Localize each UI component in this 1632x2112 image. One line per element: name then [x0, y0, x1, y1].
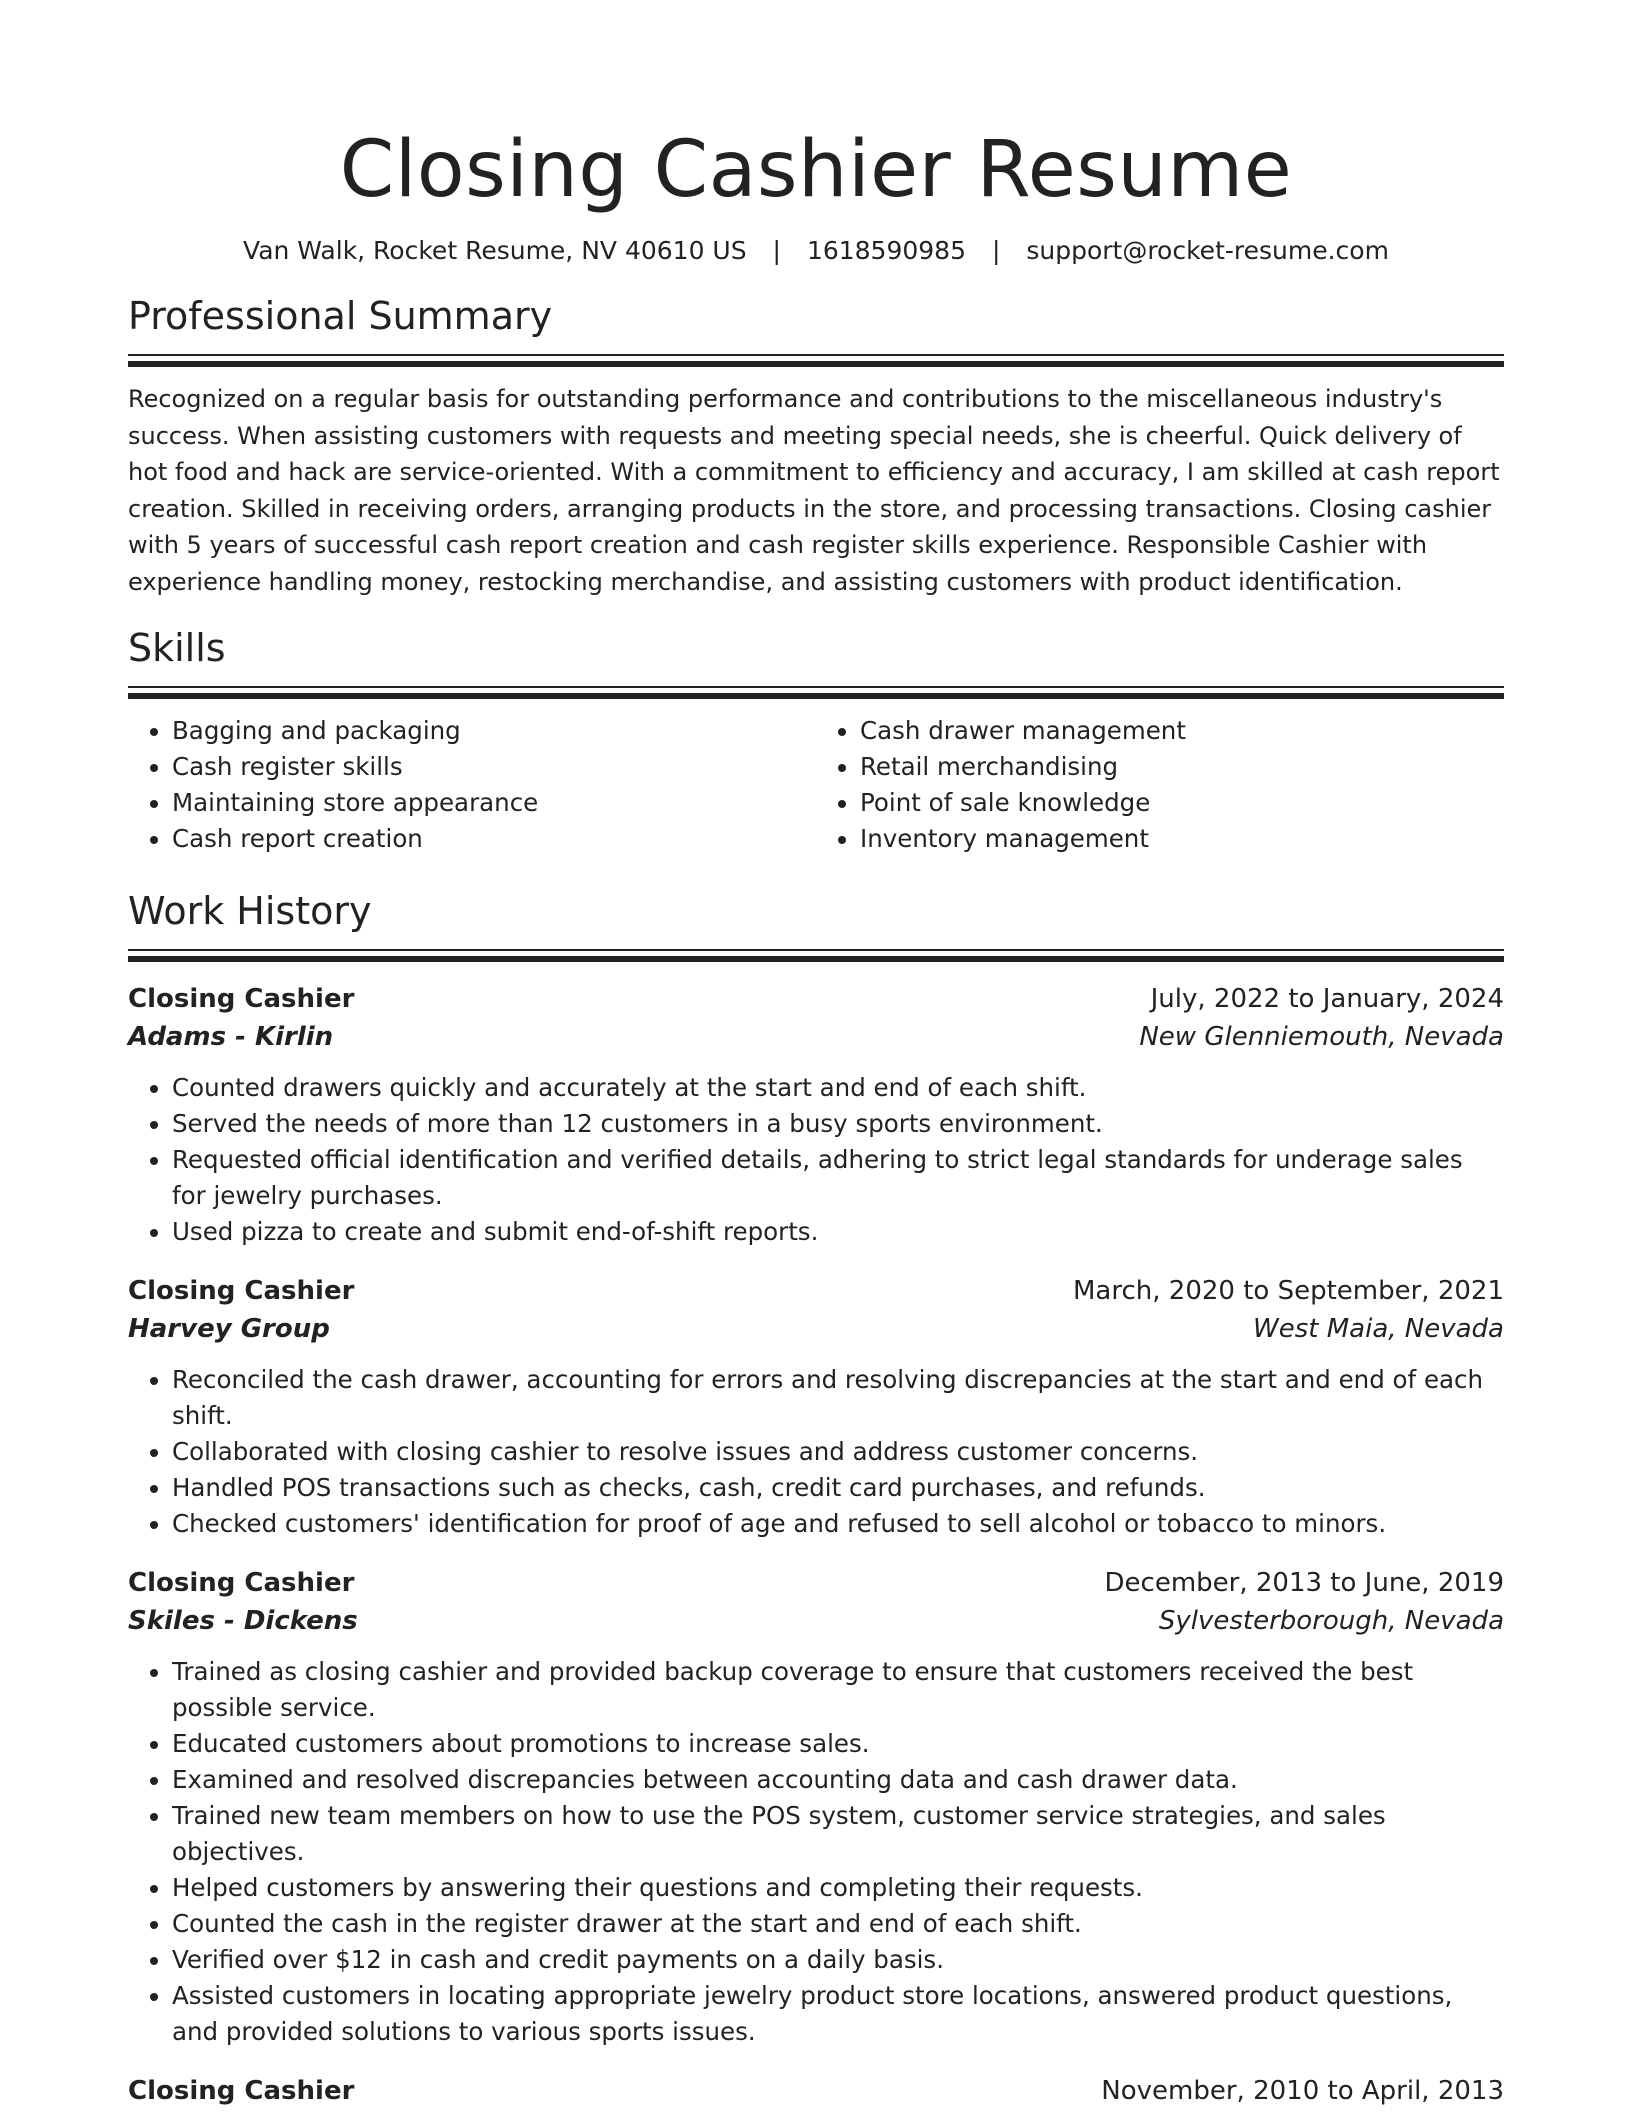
skill-item: • Cash register skills: [172, 749, 816, 785]
job-bullet: • Helped customers by answering their questions and completing their requests.: [172, 1870, 1504, 1906]
job-bullet: • Examined and resolved discrepancies between accounting data and cash drawer data.: [172, 1762, 1504, 1798]
job-bullet: • Collaborated with closing cashier to resolve issues and address customer concerns.: [172, 1434, 1504, 1470]
job-subheader: [128, 1018, 1504, 1056]
contact-email: support@rocket-resume.com: [1026, 236, 1389, 265]
job-bullet: • Trained new team members on how to use the POS system, customer service strategies, and sales objectives.: [172, 1798, 1504, 1870]
skill-item: • Cash report creation: [172, 821, 816, 857]
skills-list-right: [816, 713, 1504, 857]
job-bullet: • Assisted customers in locating appropriate jewelry product store locations, answered product questions, and provided solutions to various sports issues.: [172, 1978, 1504, 2050]
job-bullet: • Counted drawers quickly and accurately at the start and end of each shift.: [172, 1070, 1504, 1106]
job-bullet: • Educated customers about promotions to increase sales.: [172, 1726, 1504, 1762]
job-bullet: • Reconciled the cash drawer, accounting for errors and resolving discrepancies at the start and end of each shift.: [172, 1362, 1504, 1434]
job-subheader: [128, 1310, 1504, 1348]
section-divider: [128, 949, 1504, 962]
job-bullet: • Served the needs of more than 12 customers in a busy sports environment.: [172, 1106, 1504, 1142]
section-divider: [128, 686, 1504, 699]
job-bullet: • Counted the cash in the register drawer at the start and end of each shift.: [172, 1906, 1504, 1942]
job-header: [128, 980, 1504, 1018]
job-dates: November, 2010 to April, 2013: [1101, 2076, 1504, 2106]
job-bullet: • Used pizza to create and submit end-of-shift reports.: [172, 1214, 1504, 1250]
job-bullet: • Trained as closing cashier and provided backup coverage to ensure that customers received the best possible service.: [172, 1654, 1504, 1726]
job-subheader: [128, 1602, 1504, 1640]
job-header: [128, 1272, 1504, 1310]
job-bullets: [128, 1654, 1504, 2050]
job-bullets: [128, 1070, 1504, 1250]
section-heading-work: Work History: [128, 889, 372, 933]
job-entry: [128, 2072, 1504, 2110]
job-title: Closing Cashier: [128, 1568, 355, 1598]
skill-item: • Point of sale knowledge: [860, 785, 1504, 821]
job-entry: [128, 980, 1504, 1250]
contact-separator: |: [991, 236, 1001, 265]
resume-title: Closing Cashier Resume: [339, 125, 1293, 215]
section-heading-summary: Professional Summary: [128, 294, 553, 338]
skill-item: • Inventory management: [860, 821, 1504, 857]
job-bullets: [128, 1362, 1504, 1542]
job-title: Closing Cashier: [128, 984, 355, 1014]
skill-item: • Cash drawer management: [860, 713, 1504, 749]
contact-line: [128, 234, 1504, 268]
section-heading-skills: Skills: [128, 626, 226, 670]
job-bullet: • Verified over $12 in cash and credit payments on a daily basis.: [172, 1942, 1504, 1978]
work-section: [128, 887, 1504, 2110]
contact-address: Van Walk, Rocket Resume, NV 40610 US: [243, 236, 747, 265]
skills-section: [128, 624, 1504, 857]
skills-list-left: [128, 713, 816, 857]
job-bullet: • Handled POS transactions such as checks, cash, credit card purchases, and refunds.: [172, 1470, 1504, 1506]
job-bullet: • Requested official identification and verified details, adhering to strict legal standards for underage sales for jewelry purchases.: [172, 1142, 1504, 1214]
job-dates: March, 2020 to September, 2021: [1073, 1276, 1504, 1306]
job-dates: December, 2013 to June, 2019: [1104, 1568, 1504, 1598]
job-title: Closing Cashier: [128, 2076, 355, 2106]
job-employer: Adams - Kirlin: [128, 1022, 334, 1052]
job-location: West Maia, Nevada: [1253, 1314, 1504, 1344]
job-title: Closing Cashier: [128, 1276, 355, 1306]
job-location: Sylvesterborough, Nevada: [1158, 1606, 1504, 1636]
job-header: [128, 1564, 1504, 1602]
summary-text: Recognized on a regular basis for outstanding performance and contributions to the miscellaneous industry's success. When assisting customers with requests and meeting special needs, she is cheerful. Quick delivery of hot food and hack are service-oriented. With a commitment to efficiency and accuracy, I am skilled at cash report creation. Skilled in receiving orders, arranging products in the store, and processing transactions. Closing cashier with 5 years of successful cash report creation and cash register skills experience. Responsible Cashier with experience handling money, restocking merchandise, and assisting customers with product identification.: [128, 385, 1500, 596]
skills-columns: [128, 713, 1504, 857]
section-divider: [128, 354, 1504, 367]
skill-item: • Maintaining store appearance: [172, 785, 816, 821]
contact-separator: |: [772, 236, 781, 265]
contact-phone: 1618590985: [806, 236, 966, 265]
job-dates: July, 2022 to January, 2024: [1150, 984, 1504, 1014]
job-employer: Harvey Group: [128, 1314, 330, 1344]
skill-item: • Retail merchandising: [860, 749, 1504, 785]
job-bullet: • Checked customers' identification for proof of age and refused to sell alcohol or tobacco to minors.: [172, 1506, 1504, 1542]
job-employer: Skiles - Dickens: [128, 1606, 358, 1636]
job-location: New Glenniemouth, Nevada: [1139, 1022, 1504, 1052]
job-entry: [128, 1272, 1504, 1542]
summary-section: [128, 292, 1504, 600]
skill-item: • Bagging and packaging: [172, 713, 816, 749]
job-header: [128, 2072, 1504, 2110]
job-entry: [128, 1564, 1504, 2050]
